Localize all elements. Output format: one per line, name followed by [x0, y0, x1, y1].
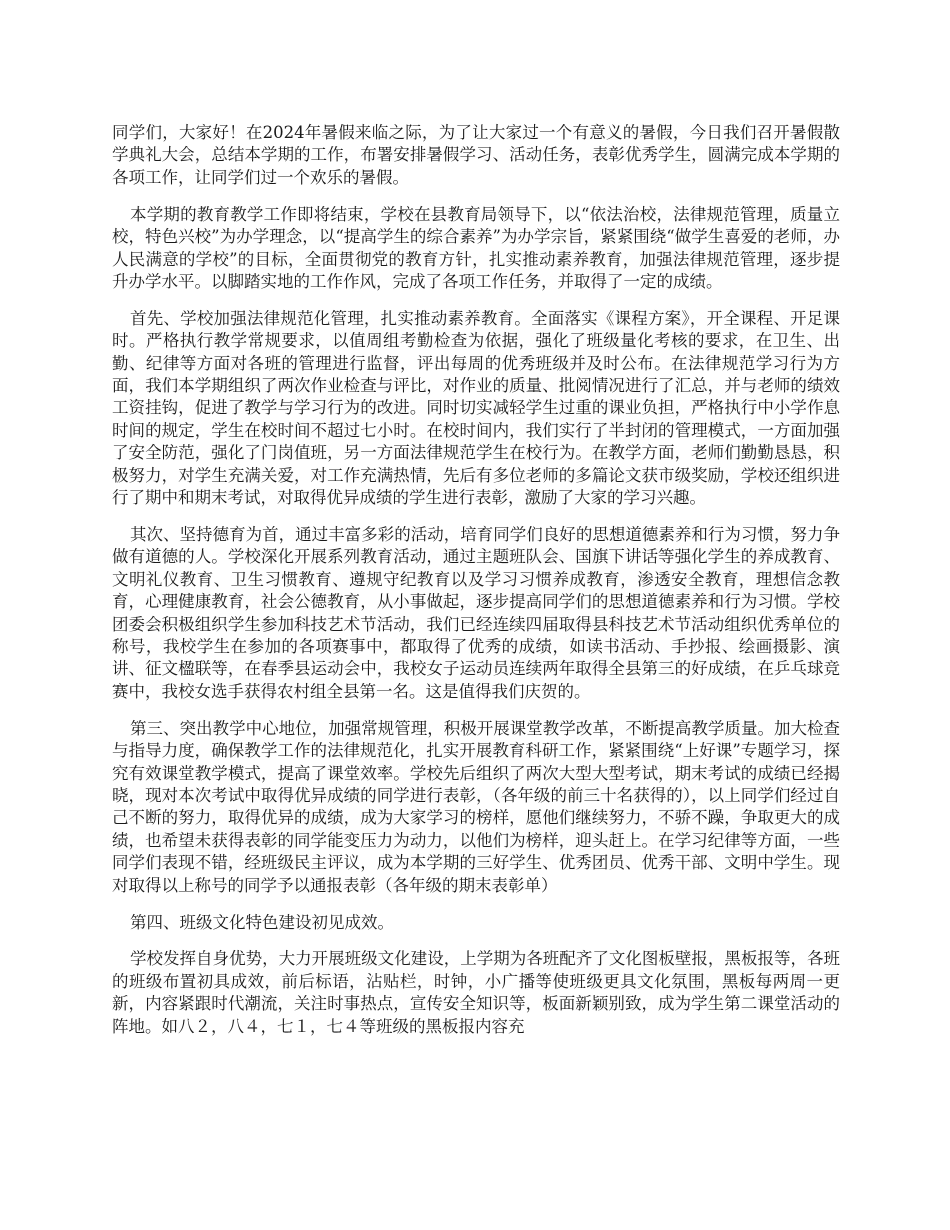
paragraph-third-point: 第三、突出教学中心地位，加强常规管理，积极开展课堂教学改革，不断提高教学质量。加大检查与指导力度，确保教学工作的法律规范化，扎实开展教育科研工作，紧紧围绕“上好课”专题学习，探究有效课堂教学模式，提高了课堂效率。学校先后组织了两次大型大型考试，期末考试的成绩已经揭晓，现对本次考试中取得优异成绩的同学进行表彰，（各年级的前三十名获得的），以上同学们经过自己不断的努力，取得优异的成绩，成为大家学习的榜样，愿他们继续努力，不骄不躁，争取更大的成绩，也希望未获得表彰的同学能变压力为动力，以他们为榜样，迎头赶上。在学习纪律等方面，一些同学们表现不错，经班级民主评议，成为本学期的三好学生、优秀团员、优秀干部、文明中学生。现对取得以上称号的同学予以通报表彰（各年级的期末表彰单） — [112, 718, 840, 895]
paragraph-fourth-heading: 第四、班级文化特色建设初见成效。 — [130, 912, 394, 932]
paragraph-semester-summary: 本学期的教育教学工作即将结束，学校在县教育局领导下，以“依法治校，法律规范管理，质量立校，特色兴校”为办学理念，以“提高学生的综合素养”为办学宗旨，紧紧围绕“做学生喜爱的老师，办人民满意的学校”的目标，全面贯彻党的教育方针，扎实推动素养教育，加强法律规范管理，逐步提升办学水平。以脚踏实地的工作作风，完成了各项工作任务，并取得了一定的成绩。 — [112, 204, 840, 291]
document-body — [112, 122, 840, 1053]
paragraph-opening: 同学们，大家好！在2024年暑假来临之际，为了让大家过一个有意义的暑假，今日我们召开暑假散学典礼大会，总结本学期的工作，布署安排暑假学习、活动任务，表彰优秀学生，圆满完成本学期的各项工作，让同学们过一个欢乐的暑假。 — [112, 123, 840, 187]
paragraph-first-point: 首先、学校加强法律规范化管理，扎实推动素养教育。全面落实《课程方案》，开全课程、开足课时。严格执行教学常规要求，以值周组考勤检查为依据，强化了班级量化考核的要求，在卫生、出勤、纪律等方面对各班的管理进行监督，评出每周的优秀班级并及时公布。在法律规范学习行为方面，我们本学期组织了两次作业检查与评比，对作业的质量、批阅情况进行了汇总，并与老师的绩效工资挂钩，促进了教学与学习行为的改进。同时切实减轻学生过重的课业负担，严格执行中小学作息时间的规定，学生在校时间不超过七小时。在校时间内，我们实行了半封闭的管理模式，一方面加强了安全防范，强化了门岗值班，另一方面法律规范学生在校行为。在教学方面，老师们勤勤恳恳，积极努力，对学生充满关爱，对工作充满热情，先后有多位老师的多篇论文获市级奖励，学校还组织进行了期中和期末考试，对取得优异成绩的学生进行表彰，激励了大家的学习兴趣。 — [112, 308, 840, 508]
paragraph-class-culture: 学校发挥自身优势，大力开展班级文化建设，上学期为各班配齐了文化图板壁报，黑板报等，各班的班级布置初具成效，前后标语，沾贴栏，时钟，小广播等使班级更具文化氛围，黑板每两周一更新，内容紧跟时代潮流，关注时事热点，宣传安全知识等，板面新颖别致，成为学生第二课堂活动的阵地。如八２，八４，七１，七４等班级的黑板报内容充 — [112, 949, 840, 1036]
paragraph-second-point: 其次、坚持德育为首，通过丰富多彩的活动，培育同学们良好的思想道德素养和行为习惯，努力争做有道德的人。学校深化开展系列教育活动，通过主题班队会、国旗下讲话等强化学生的养成教育、文明礼仪教育、卫生习惯教育、遵规守纪教育以及学习习惯养成教育，渗透安全教育，理想信念教育，心理健康教育，社会公德教育，从小事做起，逐步提高同学们的思想道德素养和行为习惯。学校团委会积极组织学生参加科技艺术节活动，我们已经连续四届取得县科技艺术节活动组织优秀单位的称号，我校学生在参加的各项赛事中，都取得了优秀的成绩，如读书活动、手抄报、绘画摄影、演讲、征文楹联等，在春季县运动会中，我校女子运动员连续两年取得全县第三的好成绩，在乒乓球竞赛中，我校女选手获得农村组全县第一名。这是值得我们庆贺的。 — [112, 525, 840, 701]
